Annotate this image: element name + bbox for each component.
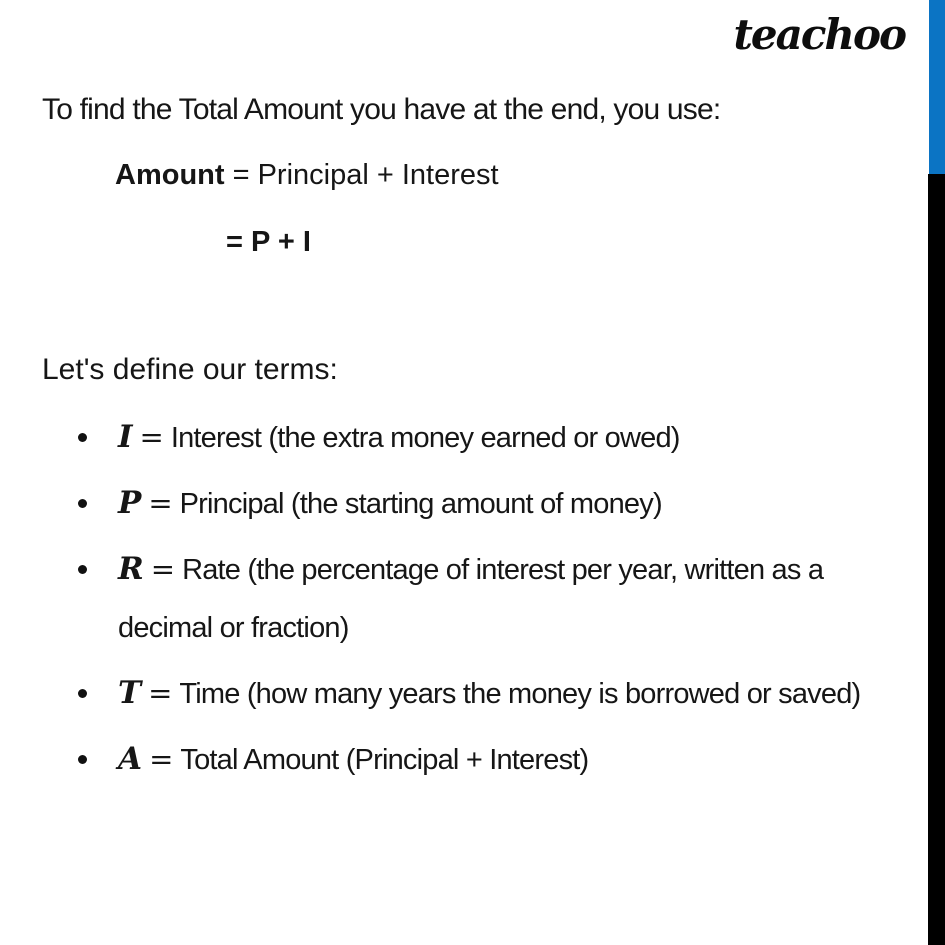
term-item-principal [78,474,908,533]
formula-amount-label: Amount [115,159,225,191]
bullet-dot [78,689,87,698]
formula-short: = P + I [226,226,311,258]
accent-bar-black [928,174,945,945]
formula-line [115,157,499,193]
term-symbol: R [118,551,144,587]
term-symbol: A [118,741,143,777]
term-item-amount [78,730,908,789]
term-definition: Rate (the percentage of interest per year, written as a decimal or fraction) [118,554,824,644]
bullet-dot [78,433,87,442]
term-definition: Time (how many years the money is borrowed or saved) [179,678,861,710]
brand-logo: teachoo [733,10,905,59]
equals-sign: = [148,486,173,520]
term-symbol: I [118,419,133,455]
equals-sign: = [150,552,176,586]
bullet-dot [78,755,87,764]
term-definition: Principal (the starting amount of money) [179,488,662,520]
term-symbol: T [118,675,142,711]
accent-bar-blue [929,0,945,174]
term-item-rate [78,540,908,657]
equals-sign: = [149,742,174,776]
equals-sign: = [139,420,164,454]
formula-expansion: = Principal + Interest [224,159,499,191]
term-definition: Total Amount (Principal + Interest) [180,744,589,776]
terms-list [78,408,908,796]
bullet-dot [78,565,87,574]
term-item-interest [78,408,908,467]
term-definition: Interest (the extra money earned or owed) [170,422,680,454]
equals-sign: = [148,676,173,710]
intro-line: To find the Total Amount you have at the end, you use: [42,93,721,126]
term-item-time [78,664,908,723]
term-symbol: P [118,485,142,521]
terms-heading: Let's define our terms: [42,353,338,386]
bullet-dot [78,499,87,508]
